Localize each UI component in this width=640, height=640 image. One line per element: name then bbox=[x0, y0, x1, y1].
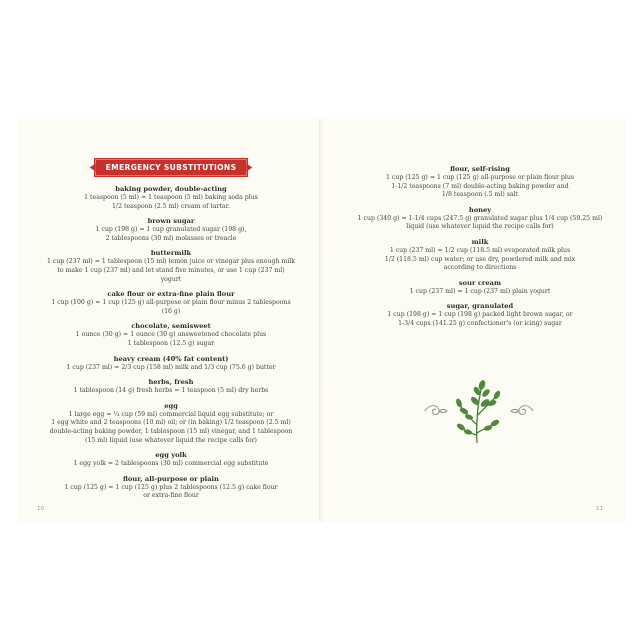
substitution-definition bbox=[47, 364, 295, 373]
definition-line: according to directions bbox=[443, 264, 517, 272]
substitution-list-right bbox=[355, 165, 605, 329]
substitution-definition bbox=[355, 174, 605, 200]
substitution-definition bbox=[47, 484, 295, 501]
substitution-definition bbox=[355, 247, 605, 273]
substitution-entry bbox=[355, 165, 605, 200]
ingredient-term: chocolate, semisweet bbox=[131, 322, 211, 331]
substitution-definition bbox=[355, 288, 605, 297]
definition-line: 1 cup (237 ml) = 2/3 cup (158 ml) milk and 1/3 cup (75.6 g) butter bbox=[66, 363, 276, 371]
substitution-entry bbox=[355, 238, 605, 273]
definition-line: 1 large egg = ¼ cup (59 ml) commercial liquid egg substitute; or bbox=[68, 410, 274, 418]
herb-sprig-ornament-icon bbox=[419, 377, 539, 447]
substitution-definition bbox=[47, 331, 295, 348]
page-number-left: 10 bbox=[37, 506, 44, 512]
substitution-entry bbox=[355, 279, 605, 297]
ingredient-term: sour cream bbox=[458, 278, 502, 287]
page-number-right: 11 bbox=[596, 506, 603, 512]
substitution-definition bbox=[47, 194, 295, 211]
definition-line: 1 ounce (30 g) = 1 ounce (30 g) unsweetened chocolate plus bbox=[75, 331, 267, 339]
right-column bbox=[355, 165, 605, 335]
substitution-entry bbox=[355, 206, 605, 232]
definition-line: 1/8 teaspoon (.5 ml) salt bbox=[441, 191, 519, 199]
substitution-entry bbox=[47, 217, 295, 243]
definition-line: 1 egg yolk = 2 tablespoons (30 ml) commercial egg substitute bbox=[73, 460, 269, 468]
definition-line: 1-3/4 cups (141.25 g) confectioner's (or icing) sugar bbox=[398, 319, 562, 327]
definition-line: 1 cup (198 g) = 1 cup granulated sugar (198 g), bbox=[95, 226, 247, 234]
definition-line: to make 1 cup (237 ml) and let stand five minutes, or use 1 cup (237 ml) yogurt bbox=[57, 266, 285, 283]
right-page bbox=[323, 119, 625, 522]
substitution-entry bbox=[47, 402, 295, 445]
definition-line: 1 cup (237 ml) = 1 tablespoon (15 ml) lemon juice or vinegar plus enough milk bbox=[47, 258, 295, 266]
definition-line: 1 teaspoon (5 ml) = 1 teaspoon (5 ml) baking soda plus bbox=[84, 194, 258, 201]
substitution-entry bbox=[47, 290, 295, 316]
ingredient-term: flour, self-rising bbox=[450, 165, 510, 173]
definition-line: (15 ml) liquid (use whatever liquid the recipe calls for) bbox=[85, 436, 257, 444]
definition-line: 1 cup (237 ml) = 1/2 cup (118.5 ml) evaporated milk plus bbox=[389, 246, 571, 254]
ingredient-term: heavy cream (40% fat content) bbox=[113, 354, 229, 363]
left-page bbox=[17, 119, 319, 522]
definition-line: double-acting baking powder, 1 tablespoon (15 ml) vinegar, and 1 tablespoon bbox=[49, 427, 293, 435]
section-banner: EMERGENCY SUBSTITUTIONS bbox=[95, 159, 248, 176]
definition-line: 1 cup (125 g) = 1 cup (125 g) plus 2 tablespoons (12.5 g) cake flour bbox=[64, 483, 278, 491]
substitution-entry bbox=[355, 302, 605, 328]
ingredient-term: egg bbox=[164, 401, 178, 410]
substitution-definition bbox=[47, 226, 295, 243]
definition-line: 1 egg white and 2 teaspoons (10 ml) oil; or (in baking) 1/2 teaspoon (2.5 ml) bbox=[51, 419, 291, 427]
substitution-definition bbox=[47, 411, 295, 445]
definition-line: or extra-fine flour bbox=[143, 492, 199, 500]
substitution-entry bbox=[47, 355, 295, 373]
ingredient-term: brown sugar bbox=[147, 217, 195, 226]
book-spread bbox=[17, 119, 625, 522]
ingredient-term: milk bbox=[471, 237, 489, 246]
substitution-entry bbox=[47, 249, 295, 284]
substitution-definition bbox=[47, 387, 295, 396]
ingredient-term: buttermilk bbox=[150, 249, 192, 258]
substitution-entry bbox=[47, 322, 295, 348]
definition-line: 1 cup (125 g) = 1 cup (125 g) all-purpose or plain flour plus bbox=[386, 174, 574, 181]
definition-line: 1 cup (340 g) = 1-1/4 cups (247.5 g) granulated sugar plus 1/4 cup (59.25 ml) bbox=[357, 214, 603, 222]
substitution-entry bbox=[47, 185, 295, 211]
substitution-definition bbox=[47, 460, 295, 469]
substitution-definition bbox=[355, 311, 605, 328]
ingredient-term: sugar, granulated bbox=[446, 302, 514, 311]
definition-line: 1 cup (198 g) = 1 cup (198 g) packed light brown sugar, or bbox=[387, 311, 573, 319]
definition-line: 1 cup (237 ml) = 1 cup (237 ml) plain yogurt bbox=[409, 287, 551, 295]
definition-line: liquid (use whatever liquid the recipe calls for) bbox=[406, 223, 554, 231]
substitution-entry bbox=[47, 475, 295, 501]
substitution-list-left bbox=[47, 185, 295, 501]
substitution-definition bbox=[355, 215, 605, 232]
definition-line: 1 tablespoon (12.5 g) sugar bbox=[127, 339, 215, 347]
ingredient-term: honey bbox=[468, 205, 492, 214]
ingredient-term: flour, all-purpose or plain bbox=[123, 474, 219, 483]
ingredient-term: baking powder, double-acting bbox=[115, 185, 227, 193]
definition-line: 1 tablespoon (14 g) fresh herbs = 1 teaspoon (5 ml) dry herbs bbox=[73, 387, 269, 395]
ingredient-term: herbs, fresh bbox=[148, 378, 194, 387]
ingredient-term: cake flour or extra-fine plain flour bbox=[107, 290, 235, 299]
definition-line: 1/2 teaspoon (2.5 ml) cream of tartar. bbox=[112, 202, 230, 210]
definition-line: 2 tablespoons (30 ml) molasses or treacle bbox=[105, 234, 237, 242]
definition-line: 1-1/2 teaspoons (7 ml) double-acting baking powder and bbox=[391, 182, 569, 190]
substitution-entry bbox=[47, 378, 295, 396]
substitution-definition bbox=[47, 258, 295, 284]
definition-line: 1 cup (100 g) = 1 cup (125 g) all-purpose or plain flour minus 2 tablespoons (16 g) bbox=[51, 299, 291, 315]
left-column bbox=[47, 155, 295, 507]
substitution-definition bbox=[47, 299, 295, 316]
ingredient-term: egg yolk bbox=[155, 451, 187, 460]
substitution-entry bbox=[47, 451, 295, 469]
definition-line: 1/2 (118.5 ml) cup water; or use dry, powdered milk and mix bbox=[384, 255, 576, 263]
